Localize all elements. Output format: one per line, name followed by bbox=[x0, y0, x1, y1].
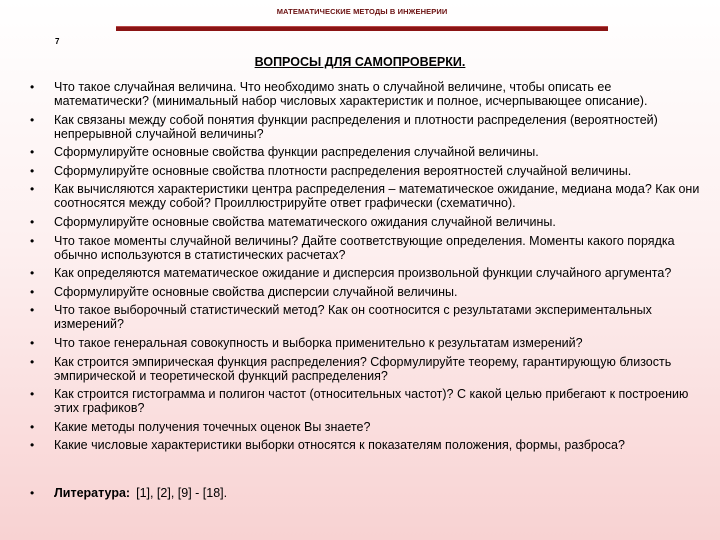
list-item bbox=[30, 215, 700, 229]
header-bar bbox=[116, 6, 608, 32]
list-item bbox=[30, 355, 700, 383]
question-text: Что такое случайная величина. Что необходимо знать о случайной величине, чтобы описать ее математически? (минимальный набор числовых характеристик и полное, исчерпывающее описание). bbox=[54, 80, 648, 108]
question-text: Какие числовые характеристики выборки относятся к показателям положения, формы, разброса? bbox=[54, 438, 625, 453]
question-text: Сформулируйте основные свойства плотности распределения вероятностей случайной величины. bbox=[54, 163, 632, 178]
bullet-icon: • bbox=[30, 80, 35, 94]
bullet-icon: • bbox=[30, 266, 35, 281]
question-text: Как определяются математическое ожидание и дисперсия произвольной функции случайного аргумента? bbox=[54, 266, 672, 281]
list-item bbox=[30, 182, 700, 210]
bullet-icon: • bbox=[30, 419, 35, 434]
slide-number: 7 bbox=[55, 37, 60, 46]
bullet-icon: • bbox=[30, 145, 35, 160]
list-item bbox=[30, 387, 700, 415]
list-item bbox=[30, 420, 700, 434]
header-title: МАТЕМАТИЧЕСКИЕ МЕТОДЫ В ИНЖЕНЕРИИ bbox=[276, 7, 448, 16]
bullet-icon: • bbox=[30, 335, 35, 350]
bullet-icon: • bbox=[30, 486, 35, 500]
question-text: Что такое моменты случайной величины? Дайте соответствующие определения. Моменты какого порядка обычно используются в статистических расчетах? bbox=[54, 233, 675, 262]
question-text: Какие методы получения точечных оценок Вы знаете? bbox=[54, 419, 371, 434]
question-text: Что такое генеральная совокупность и выборка применительно к результатам измерений? bbox=[54, 335, 583, 350]
list-item bbox=[30, 336, 700, 350]
bullet-icon: • bbox=[30, 387, 35, 402]
literature-refs: [1], [2], [9] - [18]. bbox=[136, 486, 228, 500]
header-divider bbox=[116, 26, 608, 31]
bullet-icon: • bbox=[30, 163, 35, 178]
bullet-icon: • bbox=[30, 354, 35, 369]
bullet-icon: • bbox=[30, 233, 35, 248]
list-item bbox=[30, 303, 700, 331]
literature-label: Литература: bbox=[54, 486, 131, 500]
question-text: Как связаны между собой понятия функции распределения и плотности распределения (вероятностей) непрерывной случайной величины? bbox=[54, 112, 658, 141]
question-text: Как строится гистограмма и полигон частот (относительных частот)? С какой целью прибегают к построению этих графиков? bbox=[54, 387, 689, 416]
bullet-icon: • bbox=[30, 112, 35, 127]
list-item bbox=[30, 80, 700, 108]
question-text: Сформулируйте основные свойства функции распределения случайной величины. bbox=[54, 145, 539, 160]
list-item bbox=[30, 234, 700, 262]
bullet-icon: • bbox=[30, 182, 35, 197]
list-item bbox=[30, 266, 700, 280]
question-text: Как строится эмпирическая функция распределения? Сформулируйте теорему, гарантирующую близость эмпирической и теоретической функций распределения? bbox=[54, 354, 672, 383]
list-item bbox=[30, 164, 700, 178]
question-text: Сформулируйте основные свойства математического ожидания случайной величины. bbox=[54, 214, 556, 229]
list-item bbox=[30, 145, 700, 159]
page-title: ВОПРОСЫ ДЛЯ САМОПРОВЕРКИ. bbox=[254, 55, 466, 69]
bullet-icon: • bbox=[30, 214, 35, 229]
bullet-icon: • bbox=[30, 303, 35, 318]
question-text: Как вычисляются характеристики центра распределения – математическое ожидание, медиана мода? Как они соотносятся между собой? Проиллюстрируйте ответ графически (схематично). bbox=[54, 182, 700, 211]
question-text: Сформулируйте основные свойства дисперсии случайной величины. bbox=[54, 284, 458, 299]
bullet-icon: • bbox=[30, 284, 35, 299]
literature-item bbox=[30, 486, 720, 500]
question-list bbox=[30, 80, 700, 457]
question-text: Что такое выборочный статистический метод? Как он соотносится с результатами экспериментальных измерений? bbox=[54, 303, 652, 332]
list-item bbox=[30, 438, 700, 452]
bullet-icon: • bbox=[30, 438, 35, 453]
list-item bbox=[30, 285, 700, 299]
list-item bbox=[30, 113, 700, 141]
